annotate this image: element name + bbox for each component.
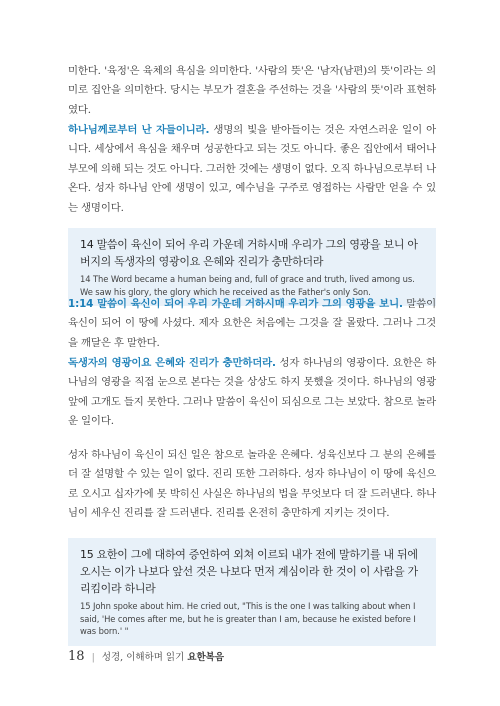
verse-14-english: 14 The Word became a human being and, full of grace and truth, lived among us. We saw his glory, the glory which he received as the Father's only Son. (80, 274, 415, 297)
page-footer (68, 649, 224, 664)
paragraph-4-highlight: 독생자의 영광이요 은혜와 진리가 충만하더라. (68, 357, 276, 369)
paragraph-4 (68, 354, 436, 432)
verse-15-box (68, 538, 436, 646)
footer-series: 성경, 이해하며 읽기 (101, 652, 185, 663)
verse-15-korean: 15 요한이 그에 대하여 증언하여 외쳐 이르되 내가 전에 말하기를 내 뒤에 오시는 이가 나보다 앞선 것은 나보다 먼저 계심이라 한 것이 이 사람을 가리킴이라 하니라 (80, 548, 418, 595)
paragraph-3-highlight: 1:14 말씀이 육신이 되어 우리 가운데 거하시매 우리가 그의 영광을 보니. (68, 298, 403, 310)
page-number: 18 (68, 649, 85, 664)
footer-book: 요한복음 (187, 652, 225, 663)
paragraph-3-text: 말씀이 육신이 되어 이 땅에 사셨다. 제자 요한은 처음에는 그것을 잘 몰랐다. 그러나 그것을 깨달은 후 말한다. (68, 298, 436, 349)
paragraph-2-text: 생명의 빛을 받아들이는 것은 자연스러운 일이 아니다. 세상에서 욕심을 채우며 성공한다고 되는 것도 아니다. 좋은 집안에서 태어나 부모에 의해 되는 것도 아니다. 그러한 것에는 생명이 없다. 오직 하나님으로부터 나온다. 성자 하나님 안에 생명이 있고, 예수님을 구주로 영접하는 사람만 얻을 수 있는 생명이다. (68, 124, 436, 214)
verse-15-english: 15 John spoke about him. He cried out, "This is the one I was talking about when I said, 'He comes after me, but he is greater than I am, because he existed before I was born.' " (80, 601, 416, 636)
paragraph-3 (68, 295, 436, 353)
paragraph-5 (68, 446, 436, 524)
paragraph-2-highlight: 하나님께로부터 난 자들이니라. (68, 124, 210, 136)
paragraph-1 (68, 62, 436, 120)
paragraph-1-text: 미한다. '육정'은 육체의 욕심을 의미한다. '사람의 뜻'은 '남자(남편)의 뜻'이라는 의미로 집안을 의미한다. 당시는 부모가 결혼을 주선하는 것을 '사람의 뜻'이라 표현하였다. (68, 65, 436, 116)
paragraph-2 (68, 121, 436, 218)
verse-14-korean: 14 말씀이 육신이 되어 우리 가운데 거하시매 우리가 그의 영광을 보니 아버지의 독생자의 영광이요 은혜와 진리가 충만하더라 (80, 238, 418, 268)
footer-separator: | (91, 652, 95, 663)
paragraph-5-text: 성자 하나님이 육신이 되신 일은 참으로 놀라운 은혜다. 성육신보다 그 분의 은혜를 더 잘 설명할 수 있는 일이 없다. 진리 또한 그러하다. 성자 하나님이 이 땅에 육신으로 오시고 십자가에 못 박히신 사실은 하나님의 법을 무엇보다 더 잘 드러낸다. 하나님이 세우신 진리를 잘 드러낸다. 진리를 온전히 충만하게 지키는 것이다. (68, 449, 436, 520)
paragraph-4-text: 성자 하나님의 영광이다. 요한은 하나님의 영광을 직접 눈으로 본다는 것을 상상도 하지 못했을 것이다. 하나님의 영광 앞에 고개도 들지 못한다. 그러나 말씀이 육신이 되심으로 그는 보았다. 참으로 놀라운 일이다. (68, 357, 436, 428)
